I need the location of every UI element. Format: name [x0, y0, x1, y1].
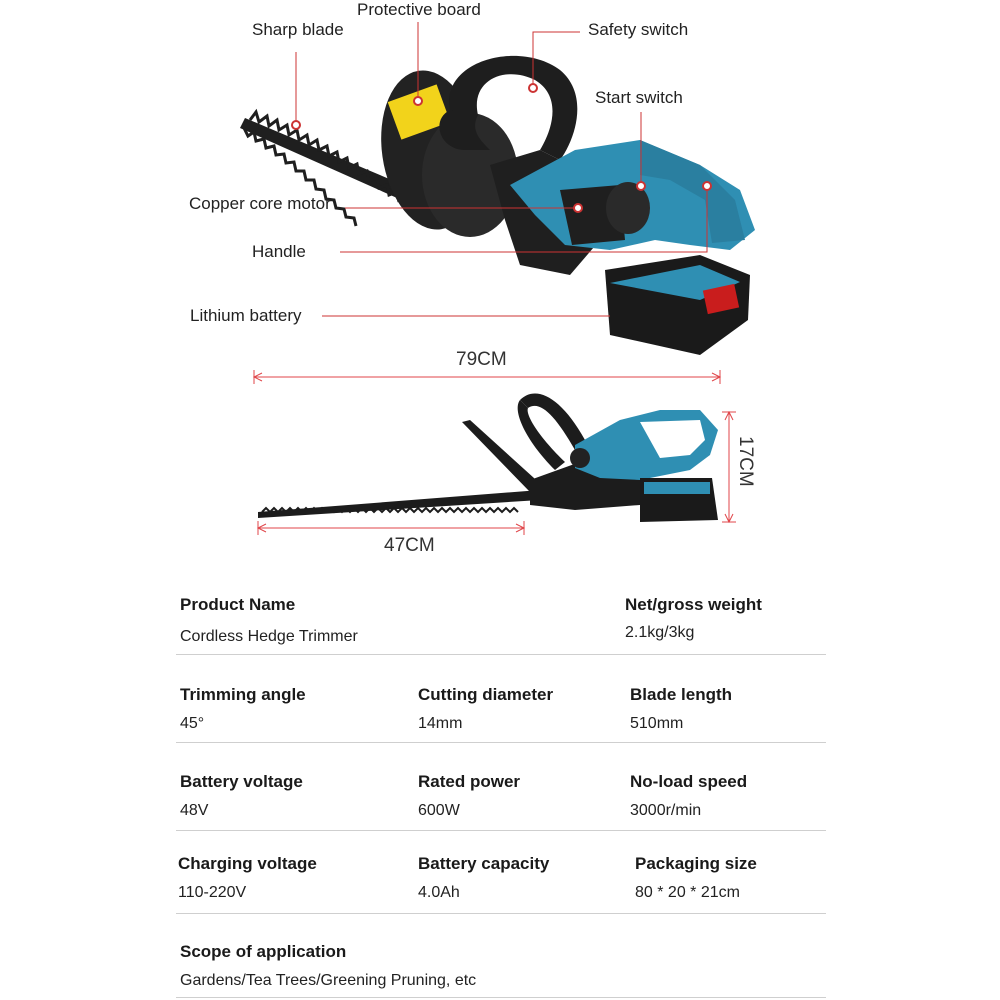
divider: [176, 830, 826, 831]
spec-label-product-name: Product Name: [180, 595, 296, 614]
spec-value-rated-power: 600W: [418, 802, 460, 819]
dim-label-total-length: 79CM: [456, 349, 507, 370]
spec-value-battery-capacity: 4.0Ah: [418, 884, 460, 901]
callout-start-switch: Start switch: [595, 88, 683, 107]
spec-label-rated-power: Rated power: [418, 772, 521, 791]
callout-protective-board: Protective board: [357, 0, 481, 19]
spec-value-charging-voltage: 110-220V: [178, 884, 247, 901]
spec-value-scope: Gardens/Tea Trees/Greening Pruning, etc: [180, 972, 477, 989]
dot-protective-board: [414, 97, 422, 105]
dot-safety-switch: [529, 84, 537, 92]
divider: [176, 997, 826, 998]
callout-sharp-blade: Sharp blade: [252, 20, 344, 39]
dim-line-47: [258, 521, 524, 535]
callout-safety-switch: Safety switch: [588, 20, 689, 39]
dot-handle: [703, 182, 711, 190]
spec-value-packaging-size: 80 * 20 * 21cm: [635, 884, 740, 901]
spec-value-trimming-angle: 45°: [180, 715, 205, 732]
battery-top: [605, 255, 750, 355]
spec-label-charging-voltage: Charging voltage: [178, 854, 317, 873]
spec-value-weight: 2.1kg/3kg: [625, 624, 695, 641]
divider: [176, 654, 826, 655]
spec-label-trimming-angle: Trimming angle: [180, 685, 306, 704]
dim-label-blade-length: 47CM: [384, 535, 435, 556]
trimmer-top-view: [240, 22, 755, 355]
spec-label-cutting-diameter: Cutting diameter: [418, 685, 554, 704]
spec-value-no-load-speed: 3000r/min: [630, 802, 702, 819]
callout-copper-core-motor: Copper core motor: [189, 194, 331, 213]
spec-label-scope: Scope of application: [180, 942, 347, 961]
spec-value-product-name: Cordless Hedge Trimmer: [180, 628, 358, 645]
callout-handle: Handle: [252, 242, 306, 261]
divider: [176, 913, 826, 914]
spec-value-battery-voltage: 48V: [180, 802, 209, 819]
spec-value-cutting-diameter: 14mm: [418, 715, 463, 732]
dim-line-79: [254, 370, 720, 384]
trimmer-side-view: [258, 393, 718, 522]
dot-start-switch: [637, 182, 645, 190]
spec-label-no-load-speed: No-load speed: [630, 772, 748, 791]
spec-label-weight: Net/gross weight: [625, 595, 762, 614]
dim-label-height: 17CM: [735, 436, 756, 487]
dot-motor: [574, 204, 582, 212]
spec-label-blade-length: Blade length: [630, 685, 733, 704]
divider: [176, 742, 826, 743]
callout-lithium-battery: Lithium battery: [190, 306, 302, 325]
spec-label-packaging-size: Packaging size: [635, 854, 757, 873]
spec-label-battery-capacity: Battery capacity: [418, 854, 550, 873]
spec-label-battery-voltage: Battery voltage: [180, 772, 303, 791]
dot-sharp-blade: [292, 121, 300, 129]
spec-value-blade-length: 510mm: [630, 715, 684, 732]
